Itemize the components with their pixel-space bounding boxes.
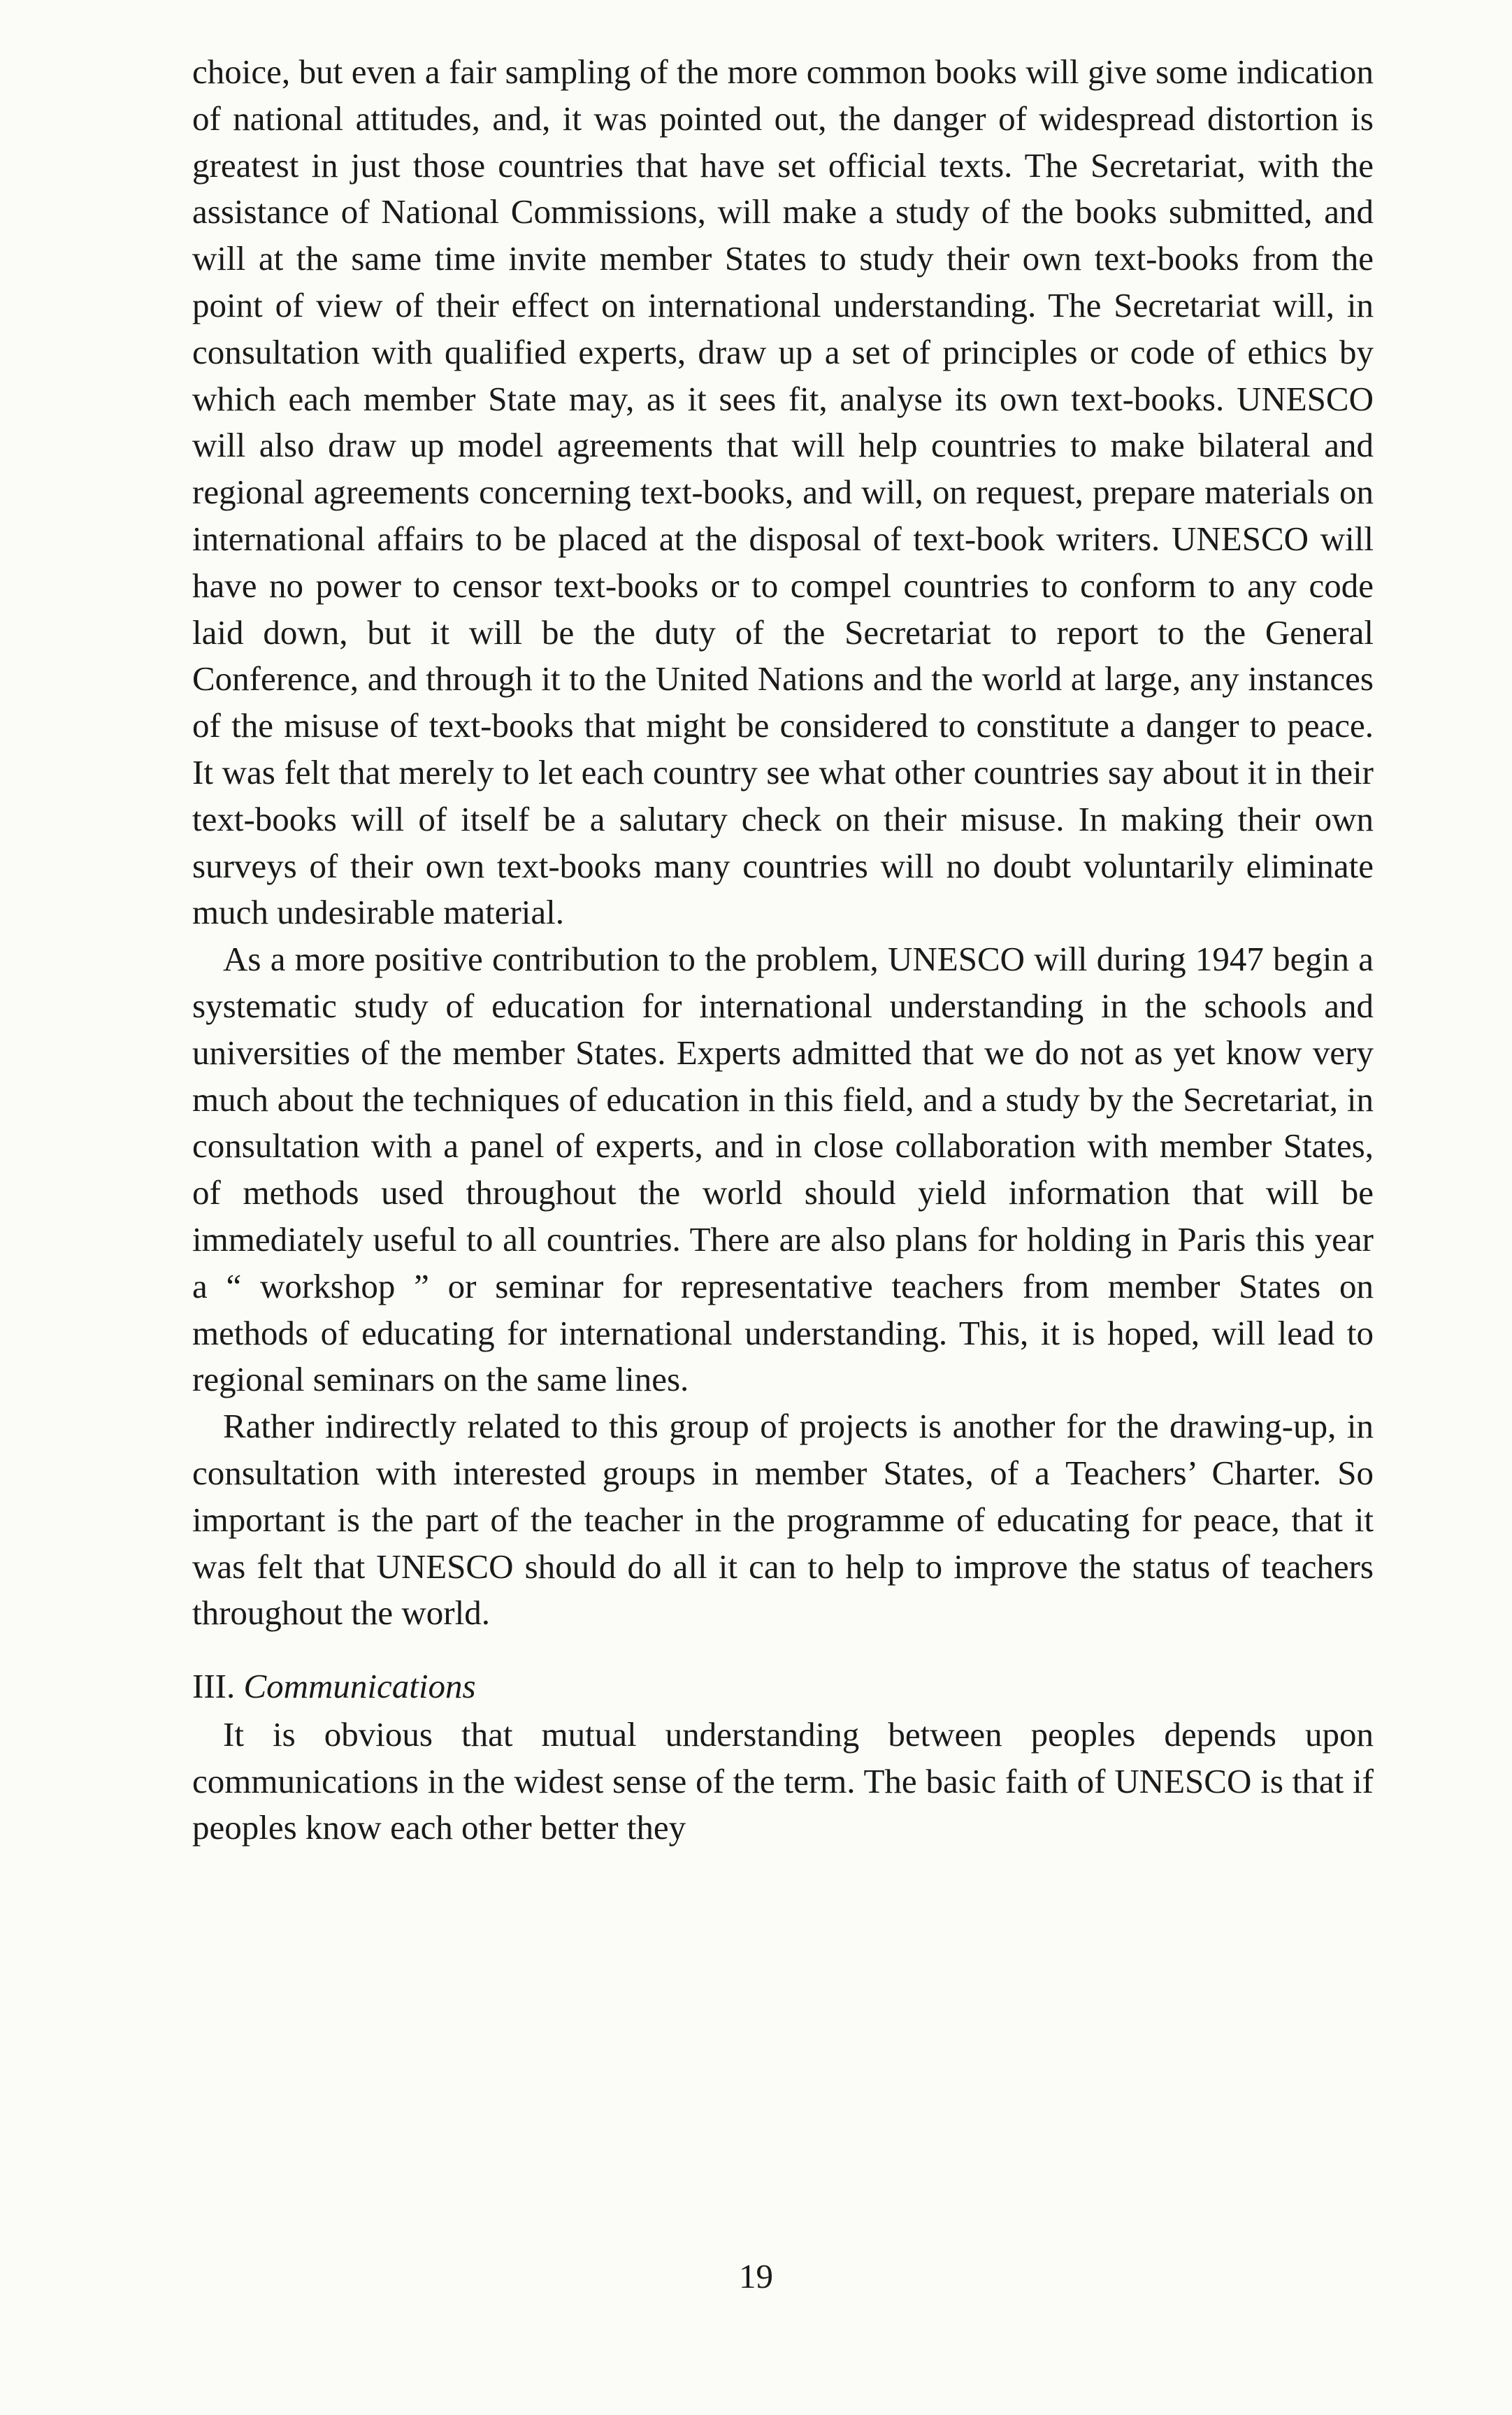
page-body <box>192 49 1374 1851</box>
page-number: 19 <box>739 2257 773 2295</box>
paragraph-communications: It is obvious that mutual understanding between peoples depends upon communications in the widest sense of the term. The basic faith of UNESCO is that if peoples know each other better they <box>192 1714 1374 1847</box>
paragraph-education-study: As a more positive contribution to the problem, UNESCO will during 1947 begin a systematic study of education for international understanding in the schools and universities of the member States. Experts admitted that we do not as yet know very much about the techniques of education in this field, and a study by the Secretariat, in consultation with a panel of experts, and in close collaboration with member States, of methods used throughout the world should yield information that will be immediately useful to all countries. There are also plans for holding in Paris this year a “ workshop ” or seminar for representative teachers from member States on methods of educating for international understanding. This, it is hoped, will lead to regional seminars on the same lines. <box>192 940 1374 1399</box>
section-number: III. <box>192 1667 236 1706</box>
paragraph-textbooks: choice, but even a fair sampling of the more common books will give some indication of national attitudes, and, it was pointed out, the danger of widespread distortion is greatest in just those countries that have set official texts. The Secretariat, with the assistance of National Commissions, will make a study of the books submitted, and will at the same time invite member States to study their own text-books from the point of view of their effect on international understanding. The Secretariat will, in consultation with qualified experts, draw up a set of principles or code of ethics by which each member State may, as it sees fit, analyse its own text-books. UNESCO will also draw up model agreements that will help countries to make bilateral and regional agreements concerning text-books, and will, on request, prepare materials on international affairs to be placed at the disposal of text-book writers. UNESCO will have no power to censor text-books or to compel countries to conform to any code laid down, but it will be the duty of the Secretariat to report to the General Conference, and through it to the United Nations and the world at large, any instances of the misuse of text-books that might be considered to constitute a danger to peace. It was felt that merely to let each country see what other countries say about it in their text-books will of itself be a salutary check on their misuse. In making their own surveys of their own text-books many countries will no doubt voluntarily eliminate much undesirable material. <box>192 52 1374 932</box>
section-heading <box>192 1663 1374 1710</box>
section-title: Communications <box>243 1667 476 1706</box>
paragraph-teachers-charter: Rather indirectly related to this group of projects is another for the drawing-up, in consultation with interested groups in member States, of a Teachers’ Charter. So important is the part of the teacher in the programme of educating for peace, that it was felt that UNESCO should do all it can to help to improve the status of teachers throughout the world. <box>192 1407 1374 1633</box>
